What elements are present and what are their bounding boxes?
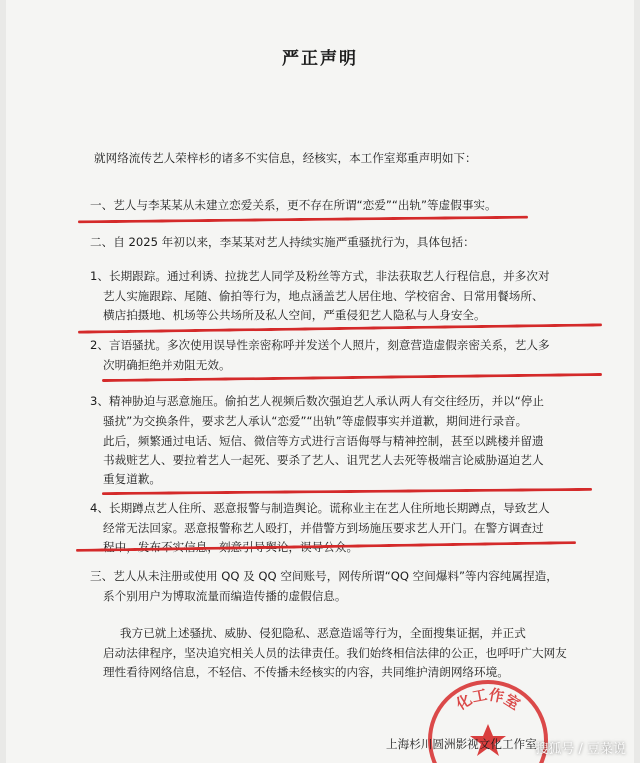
item-3-line-1: 3、精神胁迫与恶意施压。偷拍艺人视频后数次强迫艺人承认两人有交往经历，并以“停止: [90, 394, 544, 408]
intro-text: 就网络流传艺人荣梓杉的诸多不实信息，经核实，本工作室郑重声明如下：: [94, 151, 477, 165]
item-3-line-3: 此后，频繁通过电话、短信、微信等方式进行言语侮辱与精神控制，甚至以跳楼并留遗: [103, 434, 544, 448]
item-3-line-2: 骚扰”为交换条件，要求艺人承认“恋爱”“出轨”等虚假事实并道歉，期间进行录音。: [103, 414, 528, 428]
item-3-line-4: 书裁赃艺人、要拉着艺人一起死、要杀了艺人、诅咒艺人去死等极端言论威胁逼迫艺人: [103, 453, 544, 467]
svg-text:化工作室: 化工作室: [452, 685, 524, 714]
closing-line-3: 理性看待网络信息，不轻信、不传播未经核实的内容，共同维护清朗网络环境。: [103, 665, 509, 679]
point-1: 一、艺人与李某某从未建立恋爱关系，更不存在所谓“恋爱”“出轨”等虚假事实。: [90, 198, 497, 212]
closing-line-1: 我方已就上述骚扰、威胁、侵犯隐私、恶意造谣等行为，全面搜集证据，并正式: [120, 626, 526, 640]
document-title: 严正声明: [282, 49, 358, 69]
highlight-underline: [102, 373, 602, 382]
point-3-line-2: 系个别用户为博取流量而编造传播的虚假信息。: [103, 589, 347, 603]
highlight-underline: [102, 488, 592, 495]
item-4-line-2: 经常无法回家。恶意报警称艺人殴打，并借警方到场施压要求艺人开门。在警方调查过: [103, 521, 544, 535]
item-3-line-5: 重复道歉。: [103, 472, 161, 486]
watermark: 搜狐号 / 豆菜说: [535, 742, 626, 757]
closing-line-2: 启动法律程序，坚决追究相关人员的法律责任。我们始终相信法律的公正，也呼吁广大网友: [103, 646, 567, 660]
item-1-line-2: 艺人实施跟踪、尾随、偷拍等行为，地点涵盖艺人居住地、学校宿舍、日常用餐场所、: [103, 289, 544, 303]
item-4-line-3: 程中，发布不实信息，刻意引导舆论，误导公众。: [103, 540, 359, 554]
point-3-line-1: 三、艺人从未注册或使用 QQ 及 QQ 空间账号，网传所谓“QQ 空间爆料”等内容纯属捏造，: [90, 569, 558, 583]
item-1-line-1: 1、长期跟踪。通过利诱、拉拢艺人同学及粉丝等方式，非法获取艺人行程信息，并多次对: [90, 269, 550, 283]
highlight-underline: [78, 216, 528, 224]
item-2-line-2: 次明确拒绝并劝阻无效。: [103, 358, 231, 372]
signature: 上海杉川圆洲影视文化工作室: [386, 737, 537, 751]
point-2: 二、自 2025 年初以来，李某某对艺人持续实施严重骚扰行为，具体包括：: [90, 235, 475, 249]
item-4-line-1: 4、长期蹲点艺人住所、恶意报警与制造舆论。谎称业主在艺人住所地长期蹲点，导致艺人: [90, 501, 550, 515]
item-2-line-1: 2、言语骚扰。多次使用误导性亲密称呼并发送个人照片，刻意营造虚假亲密关系，艺人多: [90, 338, 550, 352]
statement-document: [6, 0, 634, 763]
item-1-line-3: 横店拍摄地、机场等公共场所及私人空间，严重侵犯艺人隐私与人身安全。: [103, 308, 486, 322]
highlight-underline: [78, 323, 602, 333]
